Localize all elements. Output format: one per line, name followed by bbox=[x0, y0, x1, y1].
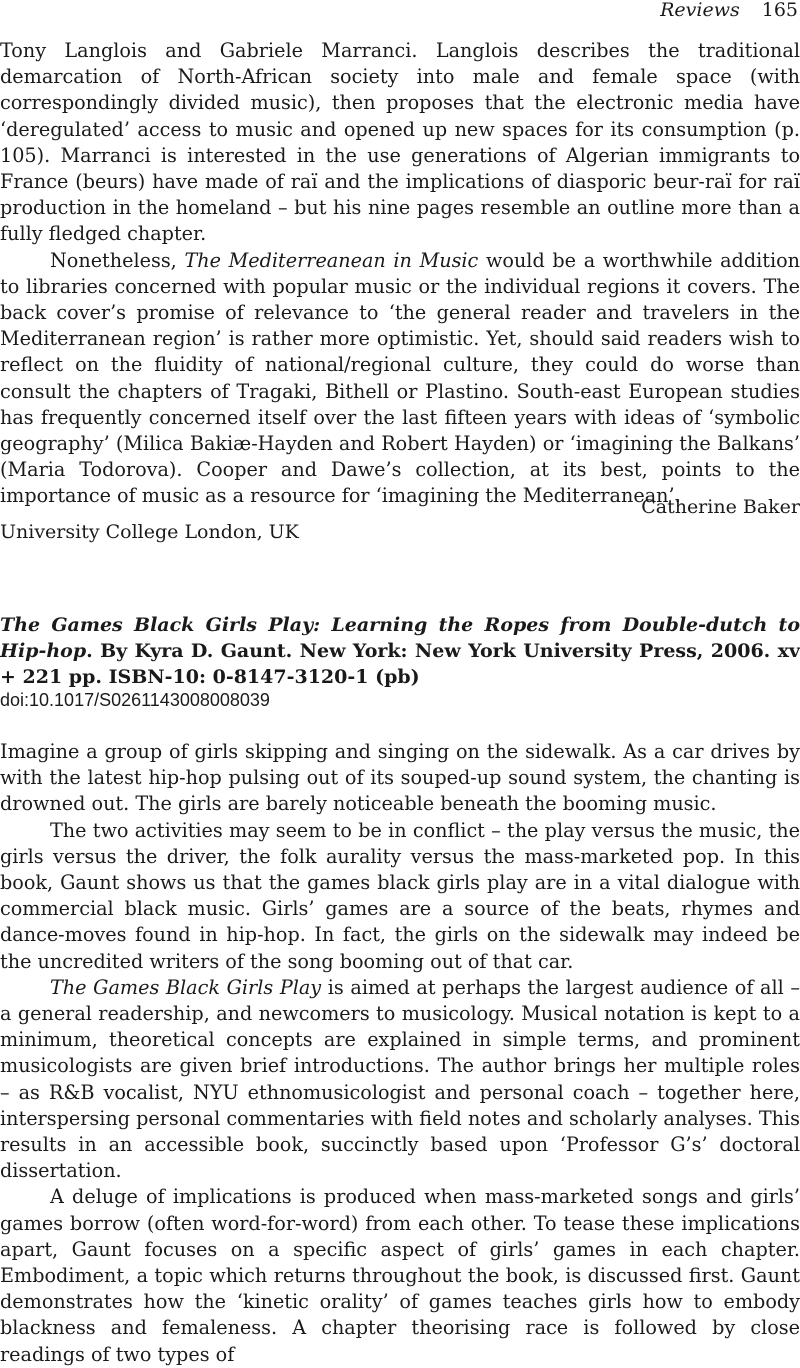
doi-link[interactable]: doi:10.1017/S0261143008008039 bbox=[0, 690, 270, 710]
review2-paragraph: The two activities may seem to be in conflict – the play versus the music, the girls versus the driver, the folk aurality versus the mass-marketed pop. In this book, Gaunt shows us that the games black girls play are in a vital dialogue with commercial black music. Girls’ games are a source of the beats, rhymes and dance-moves found in hip-hop. In fact, the girls on the sidewalk may indeed be the uncredited writers of the song booming out of that car. bbox=[0, 818, 800, 973]
text-span: is aimed at perhaps the largest audience of all – a general readership, and newcomers to musicology. Musical notation is kept to a minimum, theoretical concepts are explained in simple terms, and prominent musicologists are given brief introductions. The author brings her multiple roles – as R&B vocalist, NYU ethnomusicologist and personal coach – together here, interspersing personal commentaries with field notes and scholarly analyses. This results in an accessible book, succinctly based upon ‘Professor G’s’ doctoral dissertation. bbox=[0, 975, 800, 1183]
review-heading bbox=[0, 612, 800, 690]
review1-paragraph bbox=[0, 248, 800, 510]
review-book-title: The Games Black Girls Play: Learning the Ropes from Double-dutch to Hip-hop bbox=[0, 614, 800, 662]
text-span: Nonetheless, bbox=[50, 248, 185, 272]
review2-body bbox=[0, 739, 800, 1368]
review1-paragraph: Tony Langlois and Gabriele Marranci. Langlois describes the traditional demarcation of North-African society into male and female space (with correspondingly divided music), then proposes that the electronic media have ‘deregulated’ access to music and opened up new spaces for its consumption (p. 105). Marranci is interested in the use generations of Algerian immigrants to France (beurs) have made of raï and the implications of diasporic beur-raï for raï production in the homeland – but his nine pages resemble an outline more than a fully fledged chapter. bbox=[0, 39, 800, 246]
reviewer-affiliation: University College London, UK bbox=[0, 521, 299, 543]
reviewer-name: Catherine Baker bbox=[641, 496, 800, 518]
running-header bbox=[660, 0, 798, 23]
review2-paragraph bbox=[0, 975, 800, 1185]
review2-paragraph: A deluge of implications is produced when mass-marketed songs and girls’ games borrow (often word-for-word) from each other. To tease these implications apart, Gaunt focuses on a specific aspect of girls’ games in each chapter. Embodiment, a topic which returns throughout the book, is discussed first. Gaunt demonstrates how the ‘kinetic orality’ of games teaches girls how to embody blackness and femaleness. A chapter theorising race is followed by close readings of two types of bbox=[0, 1185, 800, 1366]
book-title-italic: The Mediterreanean in Music bbox=[184, 248, 479, 272]
review-citation: . By Kyra D. Gaunt. New York: New York University Press, 2006. xv + 221 pp. ISBN-10: 0-8147-3120-1 (pb) bbox=[0, 640, 800, 688]
review1-body bbox=[0, 38, 800, 510]
book-title-italic: The Games Black Girls Play bbox=[50, 975, 322, 999]
running-header-section: Reviews bbox=[660, 0, 740, 21]
review2-paragraph: Imagine a group of girls skipping and singing on the sidewalk. As a car drives by with the latest hip-hop pulsing out of its souped-up sound system, the chanting is drowned out. The girls are barely noticeable beneath the booming music. bbox=[0, 740, 800, 816]
page-number: 165 bbox=[761, 0, 798, 21]
text-span: would be a worthwhile addition to libraries concerned with popular music or the individual regions it covers. The back cover’s promise of relevance to ‘the general reader and travelers in the Mediterranean region’ is rather more optimistic. Yet, should said readers wish to reflect on the fluidity of national/regional culture, they could do worse than consult the chapters of Tragaki, Bithell or Plastino. South-east European studies has frequently concerned itself over the last fifteen years with ideas of ‘symbolic geography’ (Milica Bakiæ-Hayden and Robert Hayden) or ‘imagining the Balkans’ (Maria Todorova). Cooper and Dawe’s collection, at its best, points to the importance of music as a resource for ‘imagining the Mediterranean’. bbox=[0, 248, 800, 508]
